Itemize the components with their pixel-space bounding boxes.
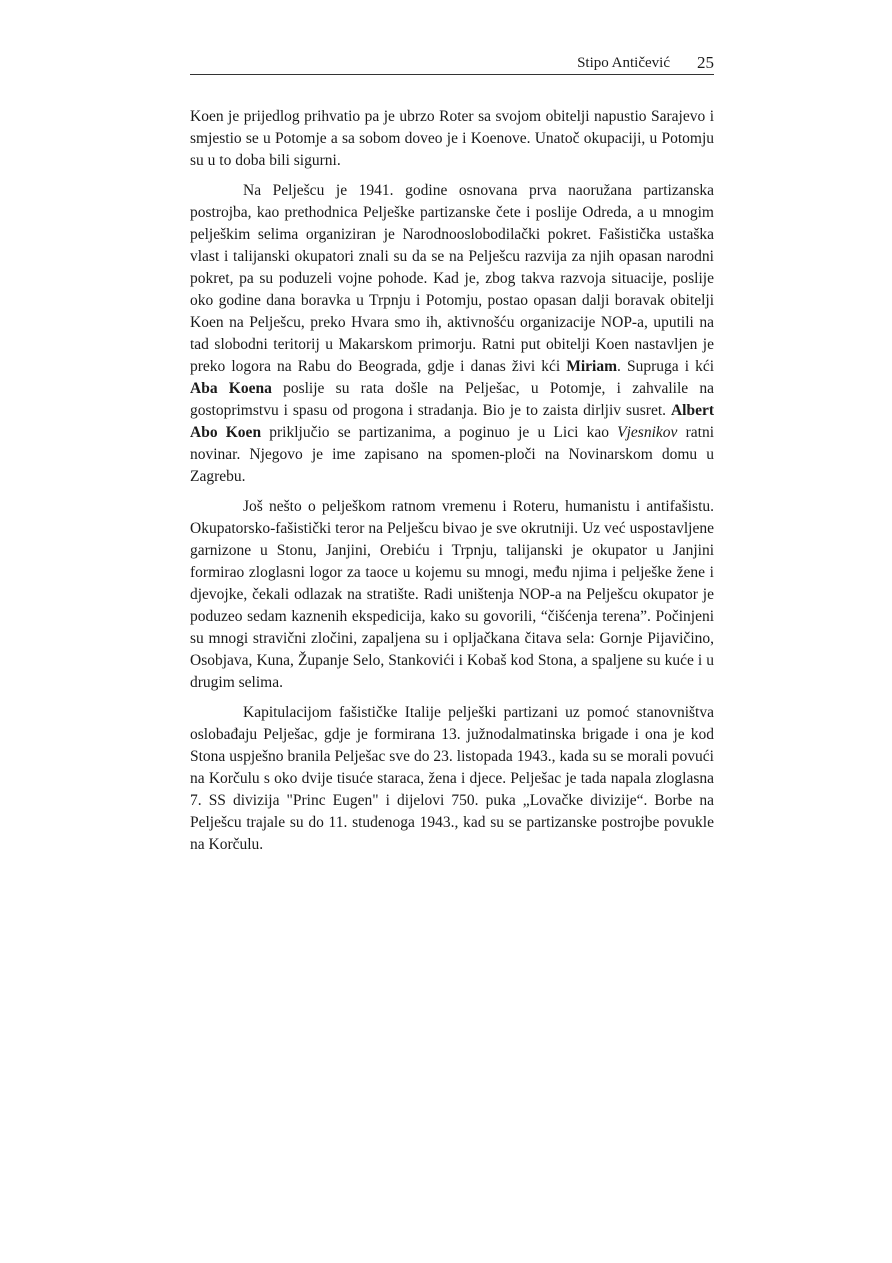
italic-vjesnikov: Vjesnikov	[617, 424, 678, 441]
paragraph-2-text-1: Na Pelješcu je 1941. godine osnovana prva naoružana partizanska postrojba, kao prethodnica Pelješke partizanske čete i poslije Odreda, a u mnogim pelješkim selima organiziran je Narodnooslobodilački pokret. Fašistička ustaška vlast i talijanski okupatori znali su da se na Pelješcu razvija za njih opasan narodni pokret, pa su poduzeli vojne pohode. Kad je, zbog takva razvoja situacije, poslije oko godine dana boravka u Trpnju i Potomju, postao opasan dalji boravak obitelji Koen na Pelješcu, preko Hvara smo ih, aktivnošću organizacije NOP-a, uputili na tad slobodni teritorij u Makarskom primorju. Ratni put obitelji Koen nastavljen je preko logora na Rabu do Beograda, gdje i danas živi kći	[190, 182, 714, 375]
paragraph-2-text-5: ratni novinar. Njegovo je ime zapisano na spomen-ploči na Novinarskom domu u Zagrebu.	[190, 424, 715, 485]
paragraph-1: Koen je prijedlog prihvatio pa je ubrzo Roter sa svojom obitelji napustio Sarajevo i smjestio se u Potomje a sa sobom doveo je i Koenove. Unatoč okupaciji, u Potomju su u to doba bili sigurni.	[190, 108, 714, 169]
paragraph-2-text-2: . Supruga i kći	[617, 358, 714, 375]
name-aba-koena: Aba Koena	[190, 380, 272, 397]
paragraph-2-text-3: poslije su rata došle na Pelješac, u Potomje, i zahvalile na gostoprimstvu i spasu od progona i stradanja. Bio je to zaista dirljiv susret.	[190, 380, 714, 419]
page-number: 25	[697, 53, 714, 72]
paragraph-4: Kapitulacijom fašističke Italije pelješki partizani uz pomoć stanovništva oslobađaju Pelješac, gdje je formirana 13. južnodalmatinska brigade i ona je kod Stona uspješno branila Pelješac sve do 23. listopada 1943., kada su se morali povući na Korčulu s oko dvije tisuće staraca, žena i djece. Pelješac je tada napala zloglasna 7. SS divizija "Princ Eugen" i dijelovi 750. puka „Lovačke divizije“. Borbe na Pelješcu trajale su do 11. studenoga 1943., kad su se partizanske postrojbe povukle na Korčulu.	[190, 704, 714, 853]
name-albert-abo-koen: Albert Abo Koen	[190, 402, 714, 441]
name-miriam: Miriam	[566, 358, 618, 375]
paragraph-2	[190, 180, 714, 488]
header-author: Stipo Antičević	[577, 55, 670, 71]
running-header	[190, 52, 714, 75]
body-text	[190, 106, 714, 864]
paragraph-3: Još nešto o pelješkom ratnom vremenu i Roteru, humanistu i antifašistu. Okupatorsko-fašistički teror na Pelješcu bivao je sve okrutniji. Uz već uspostavljene garnizone u Stonu, Janjini, Orebiću i Trpnju, talijanski je okupator u Janjini formirao zloglasni logor za taoce u kojemu su mnogi, među njima i pelješke žene i djevojke, čekali odlazak na stratište. Radi uništenja NOP-a na Pelješcu okupator je poduzeo sedam kaznenih ekspedicija, kako su govorili, “čišćenja terena”. Počinjeni su mnogi stravični zločini, zapaljena su i opljačkana čitava sela: Gornje Pijavičino, Osobjava, Kuna, Županje Selo, Stankovići i Kobaš kod Stona, a spaljene su kuće i u drugim selima.	[190, 498, 714, 691]
paragraph-2-text-4: priključio se partizanima, a poginuo je u Lici kao	[261, 424, 618, 441]
